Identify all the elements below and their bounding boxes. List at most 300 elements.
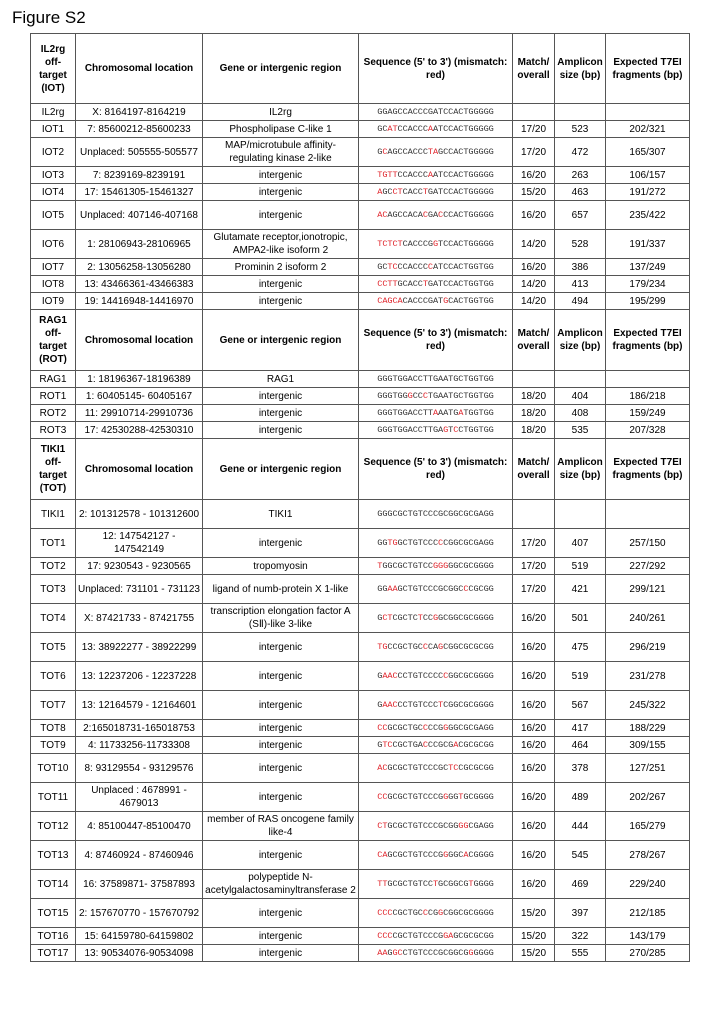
base: C <box>392 791 398 802</box>
base: A <box>443 390 449 401</box>
base: C <box>422 146 428 157</box>
gene-region: polypeptide N-acetylgalactosaminyltransferase 2 <box>203 870 359 899</box>
base: G <box>483 878 489 889</box>
base: G <box>488 238 494 249</box>
base: C <box>422 537 428 548</box>
match-overall: 16/20 <box>513 167 555 184</box>
base: C <box>422 508 428 519</box>
match-overall: 17/20 <box>513 529 555 558</box>
base: G <box>397 641 403 652</box>
base: G <box>453 537 459 548</box>
mismatch-base: A <box>458 407 464 418</box>
table-row <box>31 812 690 841</box>
base: C <box>448 238 454 249</box>
gene-region: member of RAS oncogene family like-4 <box>203 812 359 841</box>
base: G <box>473 508 479 519</box>
base: C <box>443 907 449 918</box>
base: G <box>448 907 454 918</box>
base: C <box>468 560 474 571</box>
mismatch-base: G <box>443 722 449 733</box>
header-sequence: Sequence (5' to 3') (mismatch: red) <box>359 34 513 104</box>
base: T <box>463 295 469 306</box>
base: G <box>377 123 383 134</box>
base: C <box>402 722 408 733</box>
base: C <box>417 106 423 117</box>
base: C <box>397 169 403 180</box>
base: G <box>412 508 418 519</box>
chromosomal-location: 19: 14416948-14416970 <box>76 293 203 310</box>
base: A <box>407 209 413 220</box>
base: T <box>407 947 413 958</box>
target-name: IOT6 <box>31 230 76 259</box>
base: C <box>392 739 398 750</box>
mismatch-base: T <box>422 186 428 197</box>
base: C <box>417 407 423 418</box>
base: G <box>392 106 398 117</box>
base: T <box>407 907 413 918</box>
base: C <box>427 791 433 802</box>
base: C <box>458 722 464 733</box>
mismatch-base: T <box>458 791 464 802</box>
table-row <box>31 167 690 184</box>
base: G <box>412 722 418 733</box>
amplicon-size: 523 <box>555 121 606 138</box>
base: C <box>458 424 464 435</box>
base: C <box>402 238 408 249</box>
gene-region: IL2rg <box>203 104 359 121</box>
mismatch-base: T <box>387 261 393 272</box>
mismatch-base: C <box>392 670 398 681</box>
t7ei-fragments: 159/249 <box>606 405 690 422</box>
base: T <box>478 373 484 384</box>
gene-region: MAP/microtubule affinity-regulating kinase 2-like <box>203 138 359 167</box>
base: A <box>432 278 439 289</box>
base: G <box>483 699 489 710</box>
base: T <box>438 295 444 306</box>
header-gene: Gene or intergenic region <box>203 310 359 371</box>
mismatch-base: C <box>387 739 393 750</box>
base: T <box>438 106 444 117</box>
amplicon-size: 378 <box>555 754 606 783</box>
base: G <box>468 295 474 306</box>
base: G <box>402 424 408 435</box>
table-row <box>31 633 690 662</box>
base: T <box>463 123 469 134</box>
table-row <box>31 604 690 633</box>
base: C <box>392 907 398 918</box>
target-name: TOT12 <box>31 812 76 841</box>
mismatch-base: C <box>392 186 398 197</box>
mismatch-base: A <box>382 699 388 710</box>
base: G <box>463 537 469 548</box>
gene-region: intergenic <box>203 633 359 662</box>
base: G <box>473 583 479 594</box>
base: T <box>438 238 444 249</box>
base: T <box>422 407 428 418</box>
base: C <box>397 670 403 681</box>
sequence <box>359 104 513 121</box>
base: G <box>397 407 403 418</box>
amplicon-size: 535 <box>555 422 606 439</box>
base: T <box>407 612 413 623</box>
header-gene: Gene or intergenic region <box>203 439 359 500</box>
base: C <box>422 762 428 773</box>
figure-title: Figure S2 <box>12 8 86 27</box>
mismatch-base: G <box>443 560 449 571</box>
base: G <box>478 146 484 157</box>
mismatch-base: C <box>392 295 398 306</box>
base: A <box>432 295 439 306</box>
mismatch-base: T <box>397 238 403 249</box>
base: G <box>397 907 403 918</box>
base: G <box>488 560 494 571</box>
base: C <box>448 209 454 220</box>
header-gene: Gene or intergenic region <box>203 34 359 104</box>
header-match: Match/ overall <box>513 310 555 371</box>
base: G <box>453 373 459 384</box>
mismatch-base: G <box>432 560 439 571</box>
base: C <box>422 106 428 117</box>
base: C <box>427 722 433 733</box>
chromosomal-location: 1: 18196367-18196389 <box>76 371 203 388</box>
base: A <box>453 169 459 180</box>
base: C <box>417 295 423 306</box>
mismatch-base: C <box>453 762 459 773</box>
base: G <box>463 722 469 733</box>
match-overall: 16/20 <box>513 737 555 754</box>
mismatch-base: G <box>438 907 444 918</box>
base: T <box>407 739 413 750</box>
gene-region: intergenic <box>203 293 359 310</box>
match-overall: 18/20 <box>513 422 555 439</box>
base: C <box>402 947 408 958</box>
base: G <box>412 947 418 958</box>
target-name: TOT7 <box>31 691 76 720</box>
base: G <box>448 670 454 681</box>
base: C <box>402 699 408 710</box>
mismatch-base: C <box>438 537 444 548</box>
base: C <box>412 106 418 117</box>
mismatch-base: C <box>382 278 388 289</box>
t7ei-fragments: 191/272 <box>606 184 690 201</box>
table-row <box>31 841 690 870</box>
match-overall: 17/20 <box>513 138 555 167</box>
gene-region: Prominin 2 isoform 2 <box>203 259 359 276</box>
base: G <box>397 537 403 548</box>
mismatch-base: C <box>382 612 388 623</box>
chromosomal-location: 17: 42530288-42530310 <box>76 422 203 439</box>
amplicon-size: 386 <box>555 259 606 276</box>
base: G <box>382 186 388 197</box>
base: A <box>432 106 439 117</box>
base: G <box>448 537 454 548</box>
base: C <box>458 373 464 384</box>
chromosomal-location: Unplaced: 505555-505577 <box>76 138 203 167</box>
gene-region: intergenic <box>203 201 359 230</box>
base: C <box>443 508 449 519</box>
base: C <box>417 373 423 384</box>
base: G <box>483 123 489 134</box>
chromosomal-location: 13: 90534076-90534098 <box>76 945 203 962</box>
base: G <box>463 641 469 652</box>
mismatch-base: C <box>463 583 469 594</box>
base: G <box>483 373 489 384</box>
target-name: ROT1 <box>31 388 76 405</box>
base: G <box>402 373 408 384</box>
table-row <box>31 899 690 928</box>
header-fragments: Expected T7EI fragments (bp) <box>606 310 690 371</box>
base: C <box>432 791 439 802</box>
table-row <box>31 230 690 259</box>
amplicon-size: 494 <box>555 293 606 310</box>
base: G <box>387 791 393 802</box>
t7ei-fragments: 296/219 <box>606 633 690 662</box>
base: G <box>412 820 418 831</box>
base: G <box>377 390 383 401</box>
chromosomal-location: 4: 11733256-11733308 <box>76 737 203 754</box>
mismatch-base: A <box>448 930 454 941</box>
base: C <box>458 930 464 941</box>
base: T <box>463 106 469 117</box>
table-row <box>31 754 690 783</box>
base: C <box>422 878 428 889</box>
amplicon-size: 322 <box>555 928 606 945</box>
base: C <box>432 583 439 594</box>
t7ei-fragments: 229/240 <box>606 870 690 899</box>
base: G <box>453 878 459 889</box>
base: A <box>443 407 449 418</box>
base: T <box>463 407 469 418</box>
target-name: TOT6 <box>31 662 76 691</box>
match-overall: 16/20 <box>513 201 555 230</box>
chromosomal-location: 13: 12237206 - 12237228 <box>76 662 203 691</box>
base: C <box>422 670 428 681</box>
mismatch-base: T <box>382 739 388 750</box>
base: G <box>468 424 474 435</box>
base: G <box>478 123 484 134</box>
base: T <box>407 537 413 548</box>
t7ei-fragments: 165/307 <box>606 138 690 167</box>
base: T <box>417 791 423 802</box>
table-row <box>31 500 690 529</box>
base: G <box>483 295 489 306</box>
base: G <box>453 612 459 623</box>
base: G <box>483 583 489 594</box>
t7ei-fragments <box>606 104 690 121</box>
base: C <box>427 930 433 941</box>
base: A <box>417 739 423 750</box>
base: G <box>448 849 454 860</box>
base: C <box>417 390 423 401</box>
base: C <box>458 146 464 157</box>
chromosomal-location: 2: 101312578 - 101312600 <box>76 500 203 529</box>
sequence <box>359 201 513 230</box>
sequence <box>359 230 513 259</box>
base: G <box>427 106 433 117</box>
mismatch-base: A <box>387 670 393 681</box>
base: T <box>463 373 469 384</box>
chromosomal-location: 13: 43466361-43466383 <box>76 276 203 293</box>
base: G <box>438 739 444 750</box>
base: A <box>432 186 439 197</box>
base: G <box>478 560 484 571</box>
sequence <box>359 167 513 184</box>
base: G <box>412 670 418 681</box>
base: C <box>443 261 449 272</box>
match-overall <box>513 500 555 529</box>
table-row <box>31 388 690 405</box>
base: G <box>473 373 479 384</box>
chromosomal-location: X: 87421733 - 87421755 <box>76 604 203 633</box>
sequence <box>359 422 513 439</box>
base: C <box>448 169 454 180</box>
base: G <box>478 791 484 802</box>
base: G <box>453 560 459 571</box>
base: C <box>417 907 423 918</box>
base: A <box>478 722 484 733</box>
base: G <box>483 407 489 418</box>
base: G <box>453 641 459 652</box>
mismatch-base: C <box>382 930 388 941</box>
header-row <box>31 439 690 500</box>
base: G <box>488 583 494 594</box>
base: C <box>417 261 423 272</box>
sequence <box>359 293 513 310</box>
sequence <box>359 388 513 405</box>
gene-region: ligand of numb-protein X 1-like <box>203 575 359 604</box>
amplicon-size: 472 <box>555 138 606 167</box>
base: C <box>443 762 449 773</box>
mismatch-base: A <box>377 209 383 220</box>
base: C <box>422 560 428 571</box>
target-name: TOT13 <box>31 841 76 870</box>
mismatch-base: C <box>377 849 383 860</box>
amplicon-size: 404 <box>555 388 606 405</box>
mismatch-base: T <box>392 278 398 289</box>
base: C <box>458 849 464 860</box>
base: G <box>387 373 393 384</box>
base: C <box>402 123 408 134</box>
mismatch-base: A <box>427 169 433 180</box>
base: G <box>483 261 489 272</box>
base: C <box>443 612 449 623</box>
base: T <box>407 583 413 594</box>
base: C <box>402 791 408 802</box>
chromosomal-location: 4: 85100447-85100470 <box>76 812 203 841</box>
base: T <box>417 508 423 519</box>
amplicon-size <box>555 500 606 529</box>
chromosomal-location: Unplaced: 407146-407168 <box>76 201 203 230</box>
sequence <box>359 558 513 575</box>
base: G <box>377 739 383 750</box>
base: G <box>468 390 474 401</box>
target-name: TOT3 <box>31 575 76 604</box>
target-name: TOT16 <box>31 928 76 945</box>
chromosomal-location: 11: 29910714-29910736 <box>76 405 203 422</box>
base: C <box>402 878 408 889</box>
base: G <box>468 278 474 289</box>
match-overall: 15/20 <box>513 899 555 928</box>
mismatch-base: T <box>382 820 388 831</box>
base: G <box>483 169 489 180</box>
mismatch-base: A <box>377 947 383 958</box>
table-row <box>31 138 690 167</box>
base: A <box>438 373 444 384</box>
amplicon-size: 555 <box>555 945 606 962</box>
amplicon-size: 464 <box>555 737 606 754</box>
base: C <box>478 641 484 652</box>
base: C <box>468 670 474 681</box>
base: T <box>463 390 469 401</box>
base: G <box>478 209 484 220</box>
amplicon-size: 463 <box>555 184 606 201</box>
base: C <box>387 186 393 197</box>
mismatch-base: T <box>387 537 393 548</box>
base: C <box>443 278 449 289</box>
sequence <box>359 405 513 422</box>
base: G <box>438 878 444 889</box>
base: T <box>463 186 469 197</box>
base: T <box>438 123 444 134</box>
base: G <box>468 146 474 157</box>
base: C <box>402 209 408 220</box>
mismatch-base: C <box>382 722 388 733</box>
base: G <box>483 739 489 750</box>
base: G <box>488 739 494 750</box>
base: G <box>397 820 403 831</box>
base: G <box>412 739 418 750</box>
base: G <box>468 238 474 249</box>
base: G <box>463 508 469 519</box>
base: C <box>402 146 408 157</box>
base: C <box>468 508 474 519</box>
match-overall: 17/20 <box>513 558 555 575</box>
base: T <box>463 278 469 289</box>
gene-region: RAG1 <box>203 371 359 388</box>
base: C <box>422 261 428 272</box>
sequence <box>359 691 513 720</box>
base: C <box>417 146 423 157</box>
mismatch-base: A <box>387 699 393 710</box>
gene-region: intergenic <box>203 276 359 293</box>
base: C <box>402 612 408 623</box>
match-overall: 16/20 <box>513 691 555 720</box>
amplicon-size: 475 <box>555 633 606 662</box>
base: A <box>432 641 439 652</box>
base: G <box>473 878 479 889</box>
base: C <box>422 849 428 860</box>
t7ei-fragments: 270/285 <box>606 945 690 962</box>
base: A <box>407 407 413 418</box>
base: A <box>407 278 413 289</box>
base: A <box>407 261 413 272</box>
base: C <box>458 295 464 306</box>
t7ei-fragments: 186/218 <box>606 388 690 405</box>
base: G <box>488 209 494 220</box>
base: G <box>382 373 388 384</box>
base: G <box>412 791 418 802</box>
base: G <box>412 762 418 773</box>
base: C <box>458 762 464 773</box>
base: C <box>427 947 433 958</box>
base: G <box>483 820 489 831</box>
base: A <box>387 106 393 117</box>
base: T <box>392 424 398 435</box>
table-row <box>31 276 690 293</box>
base: G <box>448 560 454 571</box>
base: T <box>422 373 428 384</box>
base: G <box>483 722 489 733</box>
